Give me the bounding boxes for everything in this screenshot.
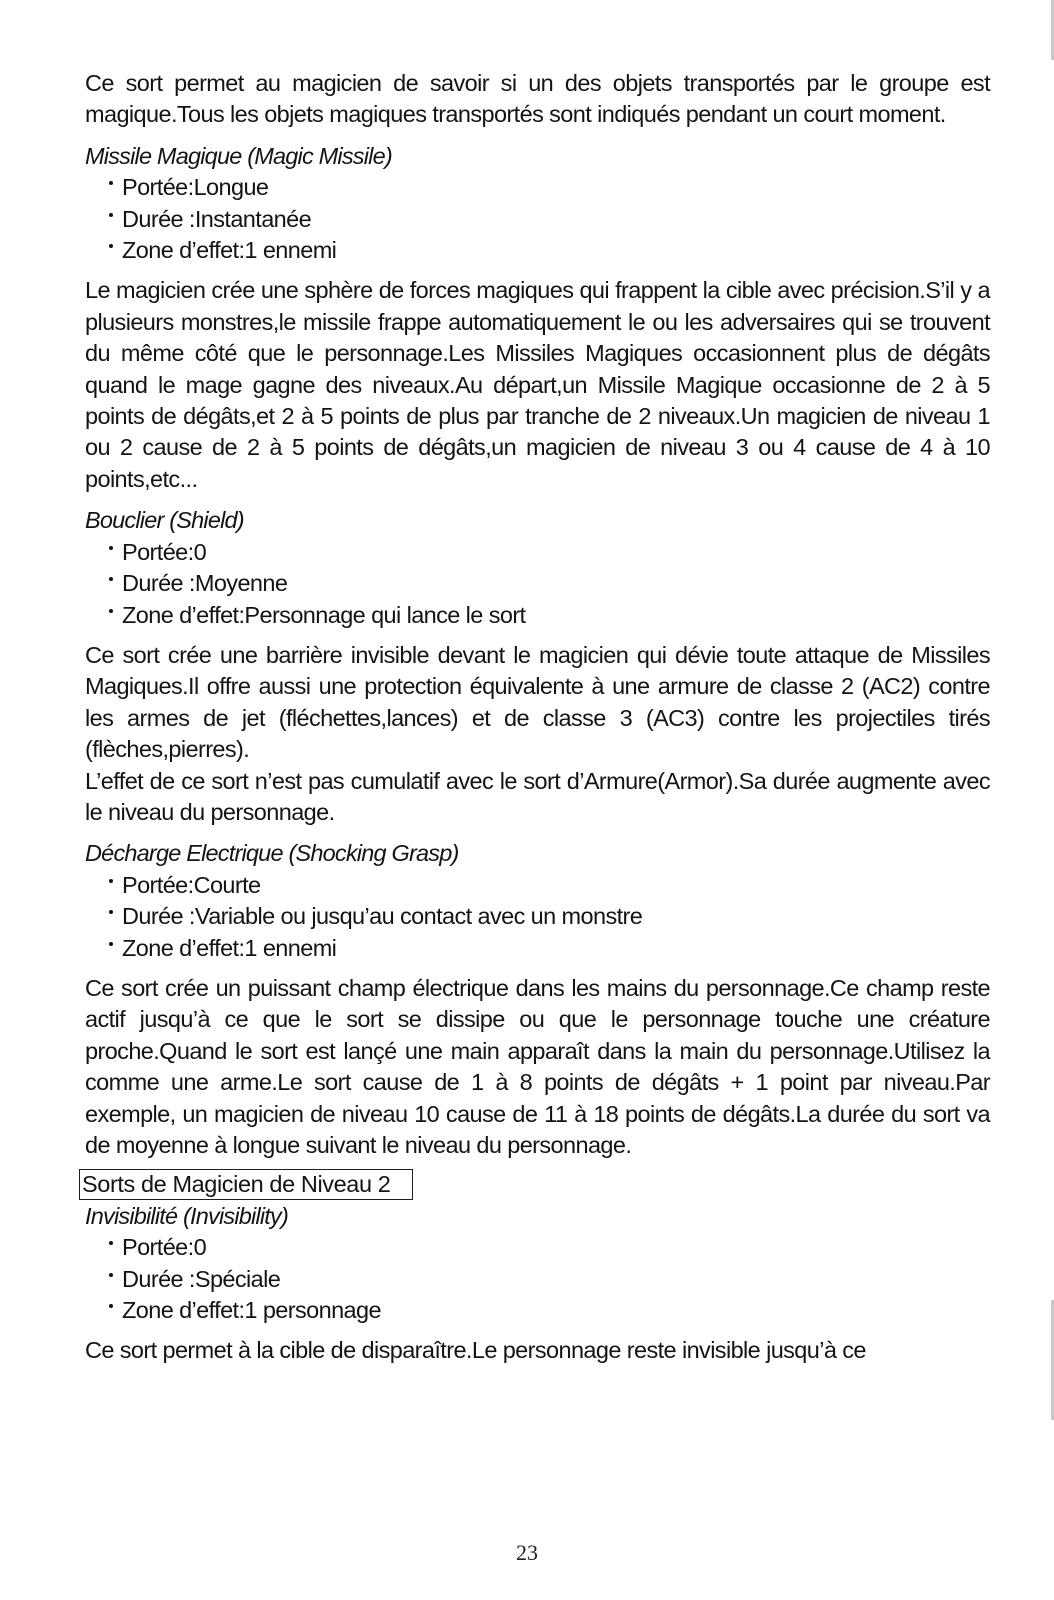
manual-page [82,68,990,1367]
spell-description: Le magicien crée une sphère de forces magiques qui frappent la cible avec précision.S’il y a plusieurs monstres,le missile frappe automatiquement le ou les adversaires qui se trouvent du même côté que le personnage.Les Missiles Magiques occasionnent plus de dégâts quand le mage gagne des niveaux.Au départ,un Missile Magique occasionne de 2 à 5 points de dégâts,et 2 à 5 points de plus par tranche de 2 niveaux.Un magicien de niveau 1 ou 2 cause de 2 à 5 points de dégâts,un magicien de niveau 3 ou 4 cause de 4 à 10 points,etc... [85,277,990,492]
spell-property-range: Portée:0 [107,1232,990,1263]
spell-properties [85,1232,990,1326]
spell-title: Missile Magique (Magic Missile) [85,142,392,169]
spell-invisibility [85,1201,990,1367]
spell-description-note: L’effet de ce sort n’est pas cumulatif avec le sort d’Armure(Armor).Sa durée augmente avec le niveau du personnage. [85,767,990,825]
spell-title: Bouclier (Shield) [85,507,244,534]
spell-property-duration: Durée :Variable ou jusqu’au contact avec un monstre [107,901,990,932]
spell-title: Décharge Electrique (Shocking Grasp) [85,840,459,867]
spell-property-area: Zone d’effet:1 ennemi [107,933,990,964]
spell-title: Invisibilité (Invisibility) [85,1202,289,1229]
spell-property-range: Portée:Longue [107,172,990,203]
spell-property-range: Portée:0 [107,537,990,568]
spell-shocking-grasp [85,838,990,1161]
spell-properties [85,537,990,631]
spell-property-duration: Durée :Moyenne [107,568,990,599]
spell-property-range: Portée:Courte [107,870,990,901]
spell-shield [85,505,990,828]
spell-property-duration: Durée :Spéciale [107,1264,990,1295]
spell-description: Ce sort crée un puissant champ électrique dans les mains du personnage.Ce champ reste actif jusqu’à ce que le sort se dissipe ou que le personnage touche une créature proche.Quand le sort est lançé une main apparaît dans la main du personnage.Utilisez la comme une arme.Le sort cause de 1 à 8 points de dégâts + 1 point par niveau.Par exemple, un magicien de niveau 10 cause de 11 à 18 points de dégâts.La durée du sort va de moyenne à longue suivant le niveau du personnage. [85,974,990,1158]
spell-property-area: Zone d’effet:Personnage qui lance le sort [107,600,990,631]
spell-property-area: Zone d’effet:1 ennemi [107,235,990,266]
page-number: 23 [516,1540,538,1565]
spell-property-area: Zone d’effet:1 personnage [107,1295,990,1326]
spell-properties [85,172,990,266]
spell-properties [85,870,990,964]
section-heading-level-2: Sorts de Magicien de Niveau 2 [79,1169,413,1200]
spell-description: Ce sort crée une barrière invisible devant le magicien qui dévie toute attaque de Missiles Magiques.Il offre aussi une protection équivalente à une armure de classe 2 (AC2) contre les armes de jet (fléchettes,lances) et de classe 3 (AC3) contre les projectiles tirés (flèches,pierres). [85,641,990,763]
intro-paragraph: Ce sort permet au magicien de savoir si un des objets transportés par le groupe est magique.Tous les objets magiques transportés sont indiqués pendant un court moment. [85,70,990,128]
spell-description: Ce sort permet à la cible de disparaître.Le personnage reste invisible jusqu’à ce [85,1337,866,1364]
spell-magic-missile [85,141,990,495]
spell-property-duration: Durée :Instantanée [107,204,990,235]
